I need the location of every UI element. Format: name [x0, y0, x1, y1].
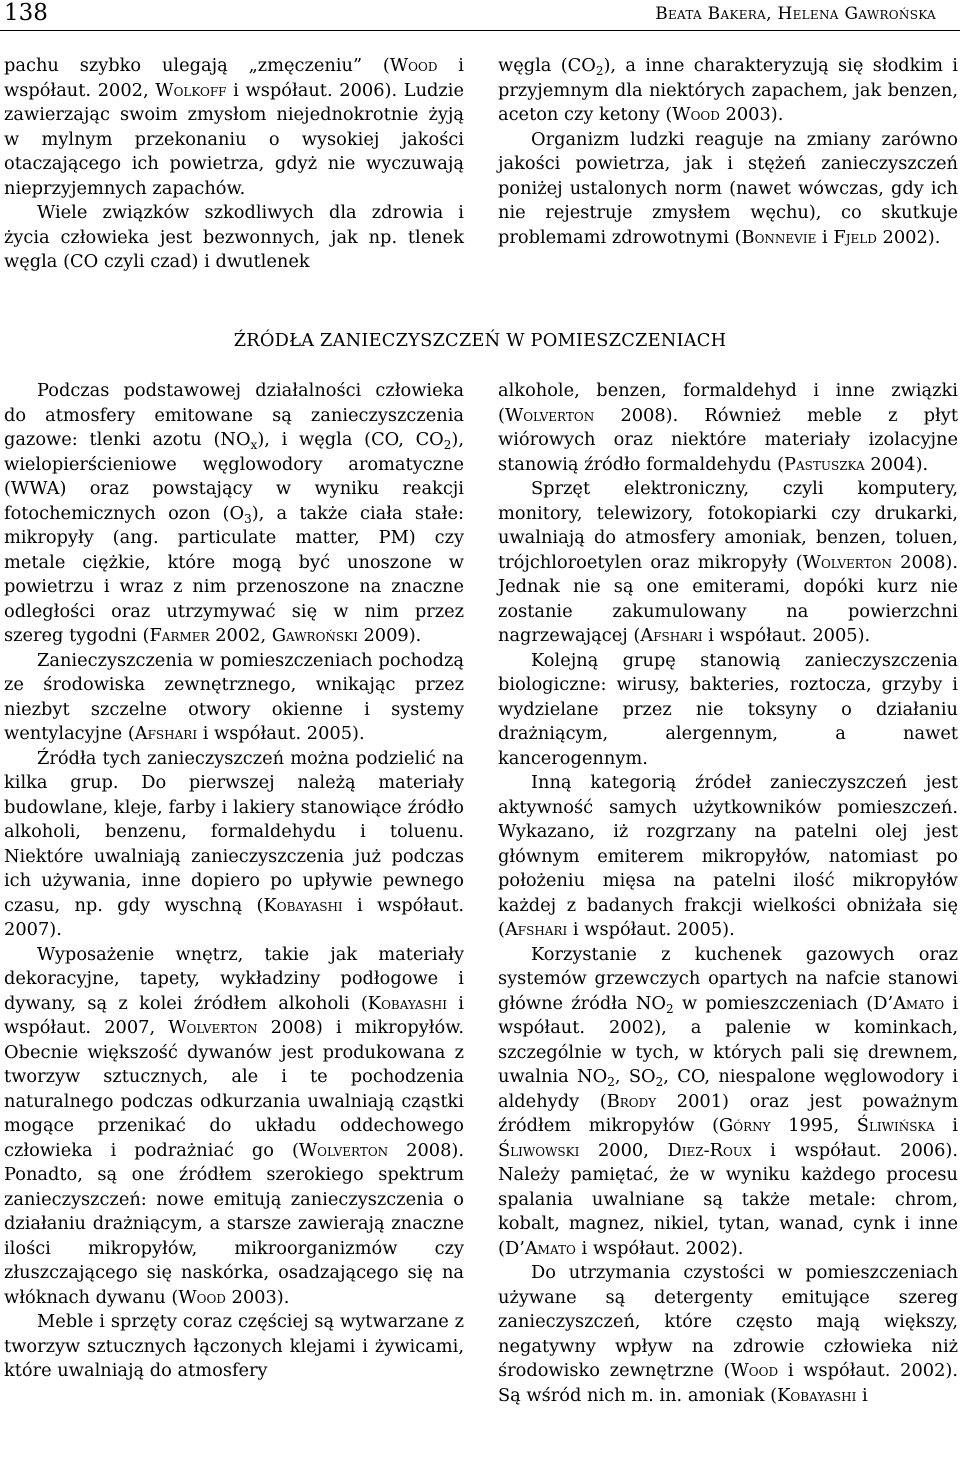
- paragraph: Do utrzymania czystości w pomieszczeniach używane są detergenty emitujące szereg zanieczyszczeń, które często mają większy, negatywny wpływ na zdrowie człowieka niż środowisko zewnętrzne (Wood i współaut. 2002). Są wśród nich m. in. amoniak (Kobayashi i: [498, 1262, 958, 1406]
- paragraph: Zanieczyszczenia w pomieszczeniach pochodzą ze środowiska zewnętrznego, wnikając przez niezbyt szczelne otwory okienne i systemy wentylacyjne (Afshari i współaut. 2005).: [4, 649, 464, 744]
- section-heading: ŹRÓDŁA ZANIECZYSZCZEŃ W POMIESZCZENIACH: [233, 330, 727, 351]
- paragraph: Wyposażenie wnętrz, takie jak materiały dekoracyjne, tapety, wykładziny podłogowe i dywany, są z kolei źródłem alkoholi (Kobayashi i współaut. 2007, Wolverton 2008) i mikropyłów. Obecnie większość dywanów jest produkowana z tworzyw sztucznych, ale i te pochodzenia naturalnego podczas odkurzania uwalniają cząstki mogące przenikać do układu oddechowego człowieka i podrażniać go (Wolverton 2008). Ponadto, są one źródłem szerokiego spektrum zanieczyszczeń: nowe emitują zanieczyszczenia o działaniu drażniącym, a starsze zawierają znaczne ilości mikropyłów, mikroorganizmów czy złuszczającego się naskórka, osadzającego się na włóknach dywanu (Wood 2003).: [4, 943, 464, 1308]
- paragraph: pachu szybko ulegają „zmęczeniu” (Wood i współaut. 2002, Wolkoff i współaut. 2006). Ludzie zawierzając swoim zmysłom niejednokrotnie żyją w mylnym przekonaniu o wysokiej jakości otaczającego ich powietrza, gdyż nie wyczuwają nieprzyjemnych zapachów.: [4, 55, 464, 199]
- paragraph: Inną kategorią źródeł zanieczyszczeń jest aktywność samych użytkowników pomieszczeń. Wykazano, iż rozgrzany na patelni olej jest głównym emiterem mikropyłów, natomiast po położeniu mięsa na patelni ilość mikropyłów każdej z badanych frakcji wielkości obniżała się (Afshari i współaut. 2005).: [498, 772, 958, 940]
- page-header: [0, 0, 960, 34]
- paragraph: Sprzęt elektroniczny, czyli komputery, monitory, telewizory, fotokopiarki czy drukarki, uwalniają do atmosfery amoniak, benzen, toluen, trójchloroetylen oraz mikropyły (Wolverton 2008). Jednak nie są one emiterami, dopóki kurz nie zostanie zakumulowany na powierzchni nagrzewającej (Afshari i współaut. 2005).: [498, 478, 958, 646]
- paragraph: Źródła tych zanieczyszczeń można podzielić na kilka grup. Do pierwszej należą materiały budowlane, kleje, farby i lakiery stanowiące źródło alkoholi, benzenu, formaldehydu i toluenu. Niektóre uwalniają zanieczyszczenia już podczas ich używania, inne dopiero po upływie pewnego czasu, np. gdy wyschną (Kobayashi i współaut. 2007).: [4, 747, 464, 940]
- main-left-column: [4, 379, 464, 1384]
- paragraph: Kolejną grupę stanowią zanieczyszczenia biologiczne: wirusy, bakteries, roztocza, grzyby i wydzielane przez nie toksyny o działaniu drażniącym, alergennym, a nawet kancerogennym.: [498, 649, 958, 769]
- paragraph: Organizm ludzki reaguje na zmiany zarówno jakości powietrza, jak i stężeń zanieczyszczeń poniżej ustalonych norm (nawet wówczas, gdy ich nie rejestruje zmysłem węchu), co skutkuje problemami zdrowotnymi (Bonnevie i Fjeld 2002).: [498, 128, 958, 248]
- paragraph: węgla $(CO_2)$, a inne charakteryzują się słodkim i przyjemnym dla niektórych zapachem, jak benzen, aceton czy ketony (Wood 2003).: [498, 55, 958, 125]
- top-right-column: [498, 54, 958, 250]
- paragraph: Podczas podstawowej działalności człowieka do atmosfery emitowane są zanieczyszczenia gazowe: tlenki azotu $(NO_x)$, i węgla (CO, $CO_2$), wielopierścieniowe węglowodory aromatyczne (WWA) oraz powstający w wyniku reakcji fotochemicznych ozon $(O_3)$, a także ciała stałe: mikropyły (ang. particulate matter, PM) czy metale ciężkie, które mogą być unoszone w powietrzu i wraz z nim przenoszone na znaczne odległości oraz utrzymywać się w nim przez szereg tygodni (Farmer 2002, Gawroński 2009).: [4, 380, 464, 646]
- running-title: Beata Bakera, Helena Gawrońska: [655, 4, 936, 24]
- paragraph: Meble i sprzęty coraz częściej są wytwarzane z tworzyw sztucznych łączonych klejami i żywicami, które uwalniają do atmosfery: [4, 1311, 464, 1381]
- paragraph: Wiele związków szkodliwych dla zdrowia i życia człowieka jest bezwonnych, jak np. tlenek węgla (CO czyli czad) i dwutlenek: [4, 202, 464, 272]
- page-number: 138: [4, 0, 48, 26]
- top-left-column: [4, 54, 464, 275]
- main-right-column: [498, 379, 958, 1408]
- header-rule: [0, 30, 960, 31]
- paragraph: alkohole, benzen, formaldehyd i inne związki (Wolverton 2008). Również meble z płyt wiórowych oraz niektóre materiały izolacyjne stanowią źródło formaldehydu (Pastuszka 2004).: [498, 380, 958, 475]
- paragraph: Korzystanie z kuchenek gazowych oraz systemów grzewczych opartych na nafcie stanowi główne źródła $NO_2$ w pomieszczeniach (D’Amato i współaut. 2002), a palenie w kominkach, szczególnie w tych, w których pali się drewnem, uwalnia $NO_2$, $SO_2$, CO, niespalone węglowodory i aldehydy (Brody 2001) oraz jest poważnym źródłem mikropyłów (Górny 1995, Śliwińska i Śliwowski 2000, Diez-Roux i współaut. 2006). Należy pamiętać, że w wyniku każdego procesu spalania uwalniane są także metale: chrom, kobalt, magnez, nikiel, tytan, wanad, cynk i inne (D’Amato i współaut. 2002).: [498, 943, 959, 1259]
